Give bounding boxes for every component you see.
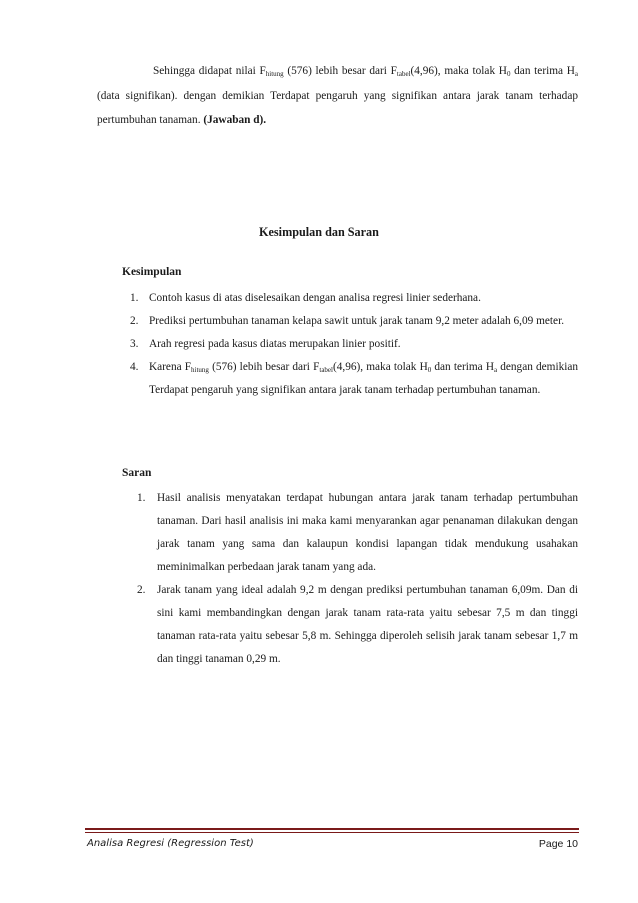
- page-number: Page 10: [538, 838, 578, 850]
- list-item: 1. Contoh kasus di atas diselesaikan dengan analisa regresi linier sederhana.: [130, 292, 481, 304]
- intro-text: (data signifikan). dengan demikian Terdapat pengaruh yang signifikan antara jarak tanam terhadap pertumbuhan tanaman.: [97, 89, 578, 126]
- intro-text: (576) lebih besar dari F: [283, 65, 397, 77]
- subscript: hitung: [265, 70, 284, 78]
- intro-paragraph: [97, 59, 578, 133]
- footer-divider: [85, 832, 579, 833]
- list-item: 4. Karena $F_{hitung}$ (576) lebih besar dari $F_{tabel}(4,96)$, maka tolak $H_0$ dan terima $H_a$ dengan demikian Terdapat pengaruh yang signifikan antara jarak tanam terhadap pertumbuhan tanaman.: [130, 361, 579, 396]
- kesimpulan-heading: Kesimpulan: [122, 266, 182, 278]
- list-item: 2. Prediksi pertumbuhan tanaman kelapa sawit untuk jarak tanam 9,2 meter adalah 6,09 meter.: [130, 315, 565, 327]
- section-title: Kesimpulan dan Saran: [259, 225, 379, 239]
- footer-divider: [85, 828, 579, 830]
- kesimpulan-list: [130, 287, 578, 402]
- list-item: 2. Jarak tanam yang ideal adalah 9,2 m dengan prediksi pertumbuhan tanaman 6,09m. Dan di sini kami membandingkan dengan jarak tanam rata-rata yaitu sebesar 7,5 m dan tinggi tanaman rata-rata yaitu sebesar 5,8 m. Sehingga diperoleh selisih jarak tanam sebesar 1,7 m dan tinggi tanaman 0,29 m.: [137, 584, 578, 665]
- answer-label: (Jawaban d).: [203, 114, 267, 126]
- list-item: 1. Hasil analisis menyatakan terdapat hubungan antara jarak tanam terhadap pertumbuhan tanaman. Dari hasil analisis ini maka kami menyarankan agar penanaman dilakukan dengan jarak tanam yang sama dan kalaupun kondisi lapangan tidak mendukung usahakan meminimalkan perbedaan jarak tanam yang ada.: [137, 492, 578, 573]
- intro-text: dan terima H: [510, 65, 575, 77]
- intro-text: (4,96), maka tolak H: [410, 65, 507, 77]
- saran-list: [137, 487, 578, 671]
- subscript: 0: [506, 70, 511, 78]
- subscript: tabel: [396, 70, 411, 78]
- intro-text: Sehingga didapat nilai F: [153, 65, 266, 77]
- subscript: a: [574, 70, 578, 78]
- footer-title: Analisa Regresi (Regression Test): [87, 838, 254, 849]
- list-item: 3. Arah regresi pada kasus diatas merupakan linier positif.: [130, 338, 401, 350]
- saran-heading: Saran: [122, 467, 152, 479]
